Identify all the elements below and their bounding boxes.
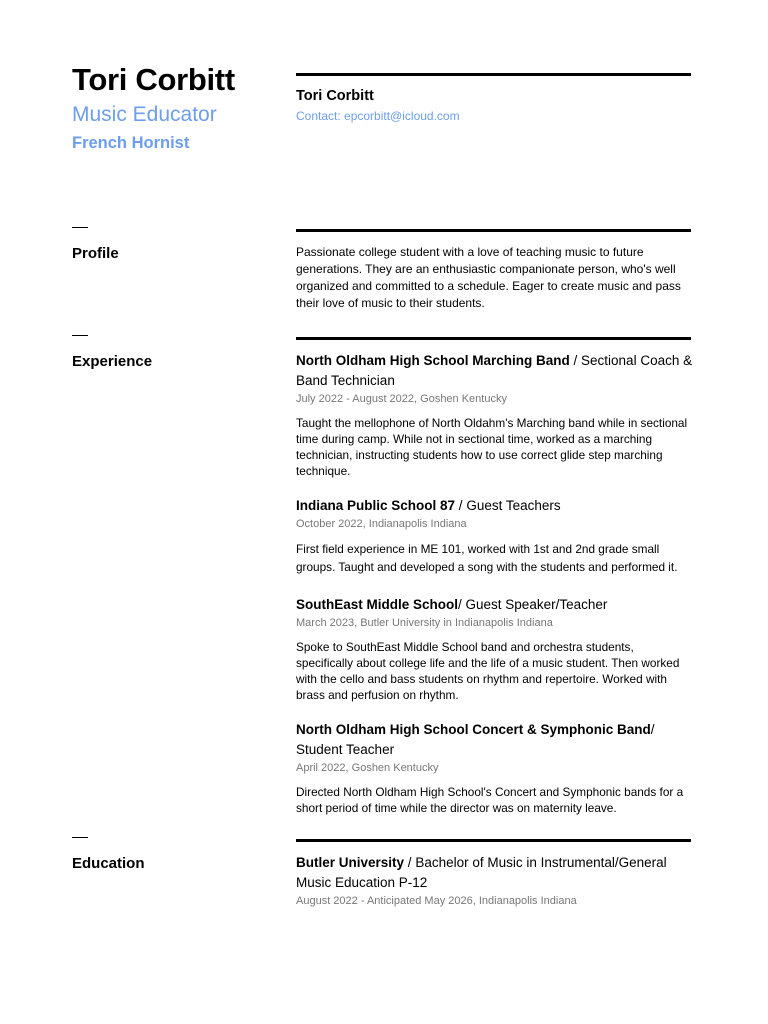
education-entry <box>296 853 694 909</box>
job-heading <box>296 595 694 615</box>
resume-name: Tori Corbitt <box>72 62 235 97</box>
job-separator: / <box>650 722 655 737</box>
job-description: Spoke to SouthEast Middle School band and orchestra students, specifically about college life and the life of a music student. Then worked with the cello and bass students on rhythm and repertoire. Worked with brass and perfusion on rhythm. <box>296 640 680 702</box>
education-dates-location: August 2022 - Anticipated May 2026, Indianapolis Indiana <box>296 895 577 907</box>
job-title: Music Educator <box>72 103 217 126</box>
profile-dash <box>72 227 88 228</box>
job-heading <box>296 351 694 391</box>
education-heading-line <box>296 853 694 893</box>
job-org: SouthEast Middle School <box>296 597 459 612</box>
experience-heading: Experience <box>72 353 153 370</box>
job-separator: / <box>573 353 582 368</box>
job-heading <box>296 496 694 516</box>
profile-text: Passionate college student with a love of teaching music to future generations. They are an enthusiastic companionate person, who's well organized and committed to a schedule. Eager to create music and pass their love of music to their students. <box>296 245 681 310</box>
job-org: Indiana Public School 87 <box>296 498 456 513</box>
job-org: North Oldham High School Marching Band <box>296 353 574 368</box>
job-dates-location: July 2022 - August 2022, Goshen Kentucky <box>296 393 507 405</box>
job-role: Guest Teachers <box>466 498 561 513</box>
experience-dash <box>72 335 88 336</box>
education-dash <box>72 837 88 838</box>
education-rule <box>296 839 691 842</box>
job-entry <box>296 496 694 576</box>
job-role: Sectional Coach & Band Technician <box>296 353 693 388</box>
job-entry <box>296 351 694 479</box>
job-entry <box>296 595 694 703</box>
job-description: First field experience in ME 101, worked with 1st and 2nd grade small groups. Taught and developed a song with the students and performed it. <box>296 542 678 574</box>
job-description: Directed North Oldham High School's Concert and Symphonic bands for a short period of time while the director was on maternity leave. <box>296 785 684 815</box>
job-heading <box>296 720 694 760</box>
education-degree: Bachelor of Music in Instrumental/General Music Education P-12 <box>296 855 667 890</box>
education-org: Butler University <box>296 855 405 870</box>
profile-heading: Profile <box>72 245 119 262</box>
job-dates-location: October 2022, Indianapolis Indiana <box>296 518 467 530</box>
job-dates-location: March 2023, Butler University in Indianapolis Indiana <box>296 617 553 629</box>
header-contact-block <box>296 87 694 124</box>
job-separator: / <box>458 597 466 612</box>
education-heading: Education <box>72 855 145 872</box>
job-description: Taught the mellophone of North Oldahm's Marching band while in sectional time during camp. While not in sectional time, worked as a marching technician, instructing students how to use correct glide step marching technique. <box>296 416 688 478</box>
job-role: Guest Speaker/Teacher <box>465 597 608 612</box>
job-subtitle: French Hornist <box>72 134 190 152</box>
profile-rule <box>296 229 691 232</box>
contact-name: Tori Corbitt <box>296 88 374 104</box>
header-rule <box>296 73 691 76</box>
job-dates-location: April 2022, Goshen Kentucky <box>296 762 439 774</box>
job-org: North Oldham High School Concert & Symphonic Band <box>296 722 651 737</box>
experience-rule <box>296 337 691 340</box>
education-separator: / <box>404 855 416 870</box>
job-entry <box>296 720 694 816</box>
contact-email-link[interactable]: Contact: epcorbitt@icloud.com <box>296 109 460 123</box>
job-role: Student Teacher <box>296 742 395 757</box>
job-separator: / <box>455 498 467 513</box>
